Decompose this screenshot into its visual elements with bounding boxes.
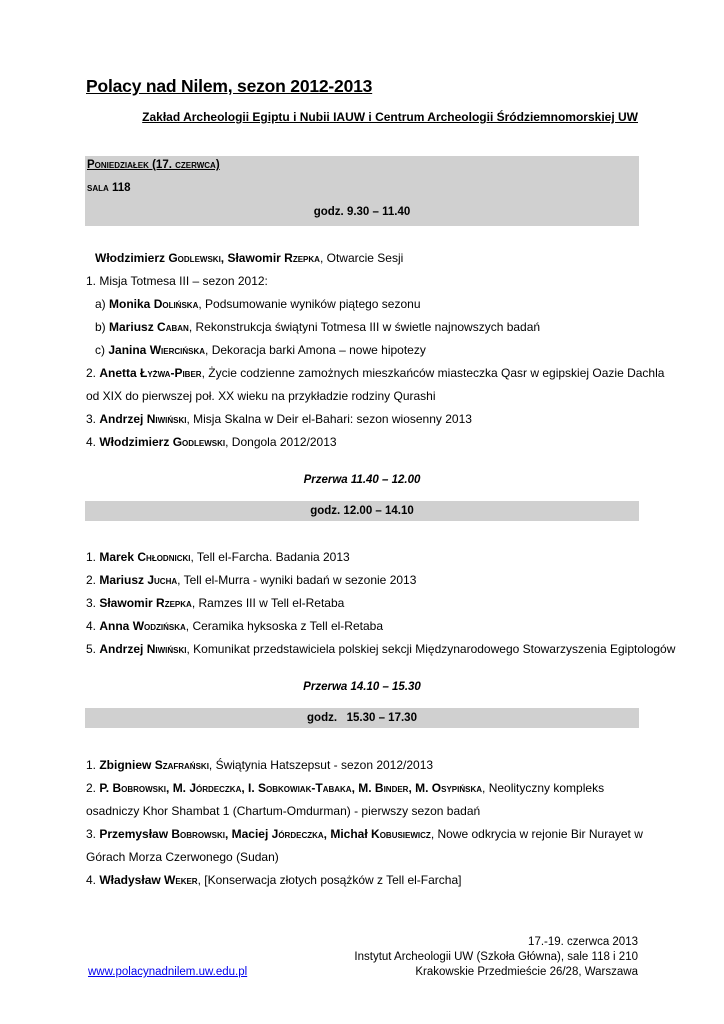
session3-line-2-cont: osadniczy Khor Shambat 1 (Chartum-Omdurman) - pierwszy sezon badań (86, 804, 481, 818)
talk-line-2: 2. Anetta Łyżwa-Piber, Życie codzienne zamożnych mieszkańców miasteczka Qasr w egipskiej Oazie Dachla (86, 366, 665, 380)
session2-line-4: 4. Anna Wodzińska, Ceramika hyksoska z Tell el-Retaba (86, 619, 383, 633)
mission-line: 1. Misja Totmesa III – sezon 2012: (86, 274, 268, 288)
talk-line-4: 4. Włodzimierz Godlewski, Dongola 2012/2013 (86, 435, 337, 449)
day-label: Poniedziałek (17. czerwca) (87, 159, 220, 171)
break-2: Przerwa 14.10 – 15.30 (303, 681, 421, 693)
talk-line-2-cont: od XIX do pierwszej poł. XX wieku na przykładzie rodziny Qurashi (86, 389, 436, 403)
website-link[interactable]: www.polacynadnilem.uw.edu.pl (88, 966, 248, 978)
day-header-box (85, 156, 639, 226)
talk-line-3: 3. Andrzej Niwiński, Misja Skalna w Deir el-Bahari: sezon wiosenny 2013 (86, 412, 472, 426)
session3-line-3-cont: Górach Morza Czerwonego (Sudan) (86, 850, 279, 864)
session2-line-3: 3. Sławomir Rzepka, Ramzes III w Tell el-Retaba (86, 596, 345, 610)
session2-line-2: 2. Mariusz Jucha, Tell el-Murra - wyniki badań w sezonie 2013 (86, 573, 417, 587)
room-label: sala 118 (87, 182, 131, 194)
session2-line-5: 5. Andrzej Niwiński, Komunikat przedstawiciela polskiej sekcji Międzynarodowego Stowarzyszenia Egiptologów (86, 642, 676, 656)
session3-line-3: 3. Przemysław Bobrowski, Maciej Jórdeczka, Michał Kobusiewicz, Nowe odkrycia w rejonie Bir Nurayet w (86, 827, 643, 841)
session3-line-2: 2. P. Bobrowski, M. Jórdeczka, I. Sobkowiak-Tabaka, M. Binder, M. Osypińska, Neolityczny kompleks (86, 781, 605, 795)
session3-line-1: 1. Zbigniew Szafrański, Świątynia Hatszepsut - sezon 2012/2013 (86, 758, 434, 772)
session1-time: godz. 9.30 – 11.40 (313, 206, 411, 218)
footer-institute: Instytut Archeologii UW (Szkoła Główna), sale 118 i 210 (354, 951, 638, 963)
session3-time-bar: godz. 15.30 – 17.30 (85, 708, 639, 728)
talk-line-1b: b) Mariusz Caban, Rekonstrukcja świątyni Totmesa III w świetle najnowszych badań (95, 320, 541, 334)
session2-line-1: 1. Marek Chłodnicki, Tell el-Farcha. Badania 2013 (86, 550, 350, 564)
talk-line-1a: a) Monika Dolińska, Podsumowanie wyników piątego sezonu (95, 297, 421, 311)
footer-address: Krakowskie Przedmieście 26/28, Warszawa (415, 966, 638, 978)
session3-line-4: 4. Władysław Weker, [Konserwacja złotych posążków z Tell el-Farcha] (86, 873, 462, 887)
session2-time-bar: godz. 12.00 – 14.10 (85, 501, 639, 521)
page-subtitle: Zakład Archeologii Egiptu i Nubii IAUW i Centrum Archeologii Śródziemnomorskiej UW (142, 110, 638, 124)
footer-date: 17.-19. czerwca 2013 (528, 936, 638, 948)
opening-line: Włodzimierz Godlewski, Sławomir Rzepka, Otwarcie Sesji (95, 251, 404, 265)
page-title: Polacy nad Nilem, sezon 2012-2013 (86, 76, 373, 96)
break-1: Przerwa 11.40 – 12.00 (303, 474, 421, 486)
talk-line-1c: c) Janina Wiercińska, Dekoracja barki Amona – nowe hipotezy (95, 343, 426, 357)
